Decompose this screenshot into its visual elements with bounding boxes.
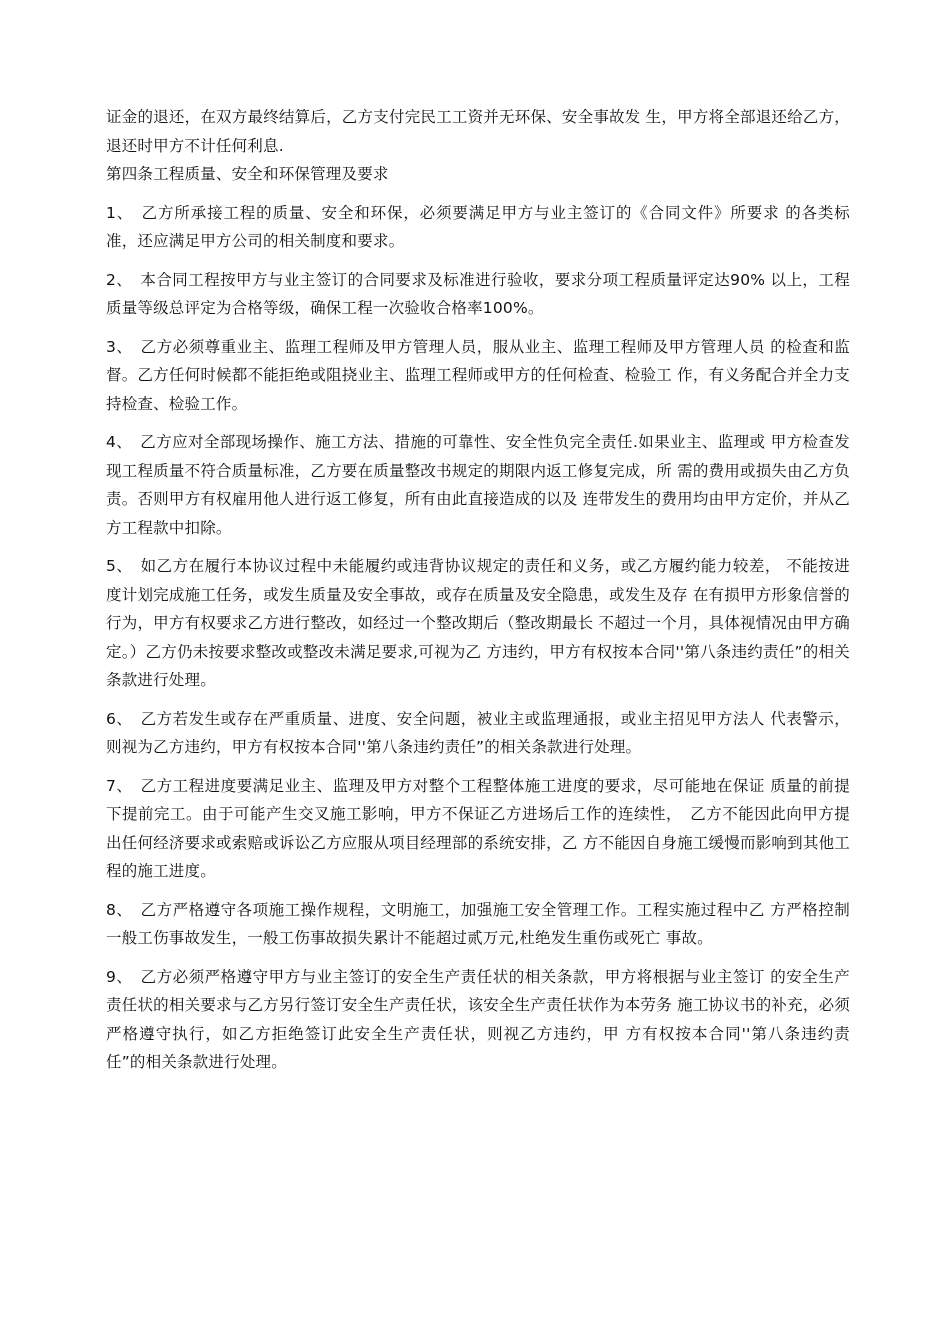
intro-paragraph: 证金的退还，在双方最终结算后，乙方支付完民工工资并无环保、安全事故发 生，甲方将全部退还给乙方，退还时甲方不计任何利息. — [106, 108, 850, 155]
clause-6: 6、 乙方若发生或存在严重质量、进度、安全问题，被业主或监理通报，或业主招见甲方法人 代表警示，则视为乙方违约，甲方有权按本合同''第八条违约责任”的相关条款进行处理。 — [106, 709, 850, 756]
clause-2: 2、 本合同工程按甲方与业主签订的合同要求及标准进行验收，要求分项工程质量评定达90% 以上，工程质量等级总评定为合格等级，确保工程一次验收合格率100%。 — [106, 270, 850, 317]
clause-9: 9、 乙方必须严格遵守甲方与业主签订的安全生产责任状的相关条款，甲方将根据与业主签订 的安全生产责任状的相关要求与乙方另行签订安全生产责任状，该安全生产责任状作为本劳务 施工协议书的补充，必须严格遵守执行，如乙方拒绝签订此安全生产责任状，则视乙方违约，甲 方有权按本合同''第八条违约责任”的相关条款进行处理。 — [106, 967, 850, 1071]
document-page — [106, 103, 850, 1087]
clause-4: 4、 乙方应对全部现场操作、施工方法、措施的可靠性、安全性负完全责任.如果业主、监理或 甲方检查发现工程质量不符合质量标准，乙方要在质量整改书规定的期限内返工修复完成，所 需的费用或损失由乙方负责。否则甲方有权雇用他人进行返工修复，所有由此直接造成的以及 连带发生的费用均由甲方定价，并从乙方工程款中扣除。 — [106, 433, 850, 537]
clause-3: 3、 乙方必须尊重业主、监理工程师及甲方管理人员，服从业主、监理工程师及甲方管理人员 的检查和监督。乙方任何时候都不能拒绝或阻挠业主、监理工程师或甲方的任何检查、检验工 作，有义务配合并全力支持检查、检验工作。 — [106, 337, 850, 413]
clause-5: 5、 如乙方在履行本协议过程中未能履约或违背协议规定的责任和义务，或乙方履约能力较差， 不能按进度计划完成施工任务，或发生质量及安全事故，或存在质量及安全隐患，或发生及存 在有损甲方形象信誉的行为，甲方有权要求乙方进行整改，如经过一个整改期后（整改期最长 不超过一个月，具体视情况由甲方确定。）乙方仍未按要求整改或整改未满足要求,可视为乙 方违约，甲方有权按本合同''第八条违约责任”的相关条款进行处理。 — [106, 557, 850, 689]
section-heading: 第四条工程质量、安全和环保管理及要求 — [106, 165, 389, 183]
clause-1: 1、 乙方所承接工程的质量、安全和环保，必须要满足甲方与业主签订的《合同文件》所要求 的各类标准，还应满足甲方公司的相关制度和要求。 — [106, 203, 850, 250]
clause-8: 8、 乙方严格遵守各项施工操作规程，文明施工，加强施工安全管理工作。工程实施过程中乙 方严格控制一般工伤事故发生，一般工伤事故损失累计不能超过贰万元,杜绝发生重伤或死亡 事故。 — [106, 900, 850, 947]
clause-7: 7、 乙方工程进度要满足业主、监理及甲方对整个工程整体施工进度的要求，尽可能地在保证 质量的前提下提前完工。由于可能产生交叉施工影响，甲方不保证乙方进场后工作的连续性， 乙方不能因此向甲方提出任何经济要求或索赔或诉讼乙方应服从项目经理部的系统安排，乙 方不能因自身施工缓慢而影响到其他工程的施工进度。 — [106, 776, 850, 880]
